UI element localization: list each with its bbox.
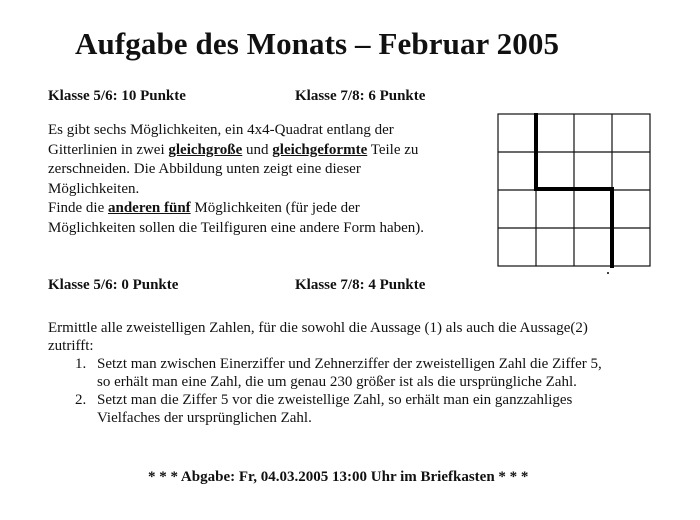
- task2-intro: Ermittle alle zweistelligen Zahlen, für die sowohl die Aussage (1) als auch die Aussage(2): [48, 320, 588, 336]
- task1-points-grade-7-8: Klasse 7/8: 6 Punkte: [295, 88, 426, 104]
- statement-2: 2. Setzt man die Ziffer 5 vor die zweistellige Zahl, so erhält man ein ganzzahliges Vielfaches der ursprünglichen Zahl.: [75, 392, 573, 426]
- emphasis-gleichgeformte: gleichgeformte: [272, 141, 368, 158]
- emphasis-anderen-fuenf: anderen fünf: [108, 200, 191, 216]
- task1-line: Möglichkeiten sollen die Teilfiguren eine andere Form haben).: [48, 219, 425, 236]
- task2-points-grade-5-6: Klasse 5/6: 0 Punkte: [48, 277, 179, 293]
- speck: [607, 272, 609, 274]
- task1-line: Möglichkeiten.: [48, 180, 140, 197]
- task2-intro: zutrifft:: [48, 338, 94, 354]
- statement-1: 1. Setzt man zwischen Einerziffer und Zehnerziffer der zweistelligen Zahl die Ziffer 5, so erhält man eine Zahl, die um genau 230 größer ist als die ursprüngliche Zahl.: [75, 356, 602, 390]
- statement-number: 1.: [75, 356, 87, 372]
- task1-line: zerschneiden. Die Abbildung unten zeigt eine dieser: [48, 161, 361, 177]
- task1-line: Es gibt sechs Möglichkeiten, ein 4x4-Quadrat entlang der: [48, 122, 394, 138]
- statement-number: 2.: [75, 392, 87, 408]
- task2-text: [48, 319, 688, 427]
- page-title: Aufgabe des Monats – Februar 2005: [75, 26, 560, 61]
- square-grid-figure: [497, 113, 653, 269]
- submission-deadline: * * * Abgabe: Fr, 04.03.2005 13:00 Uhr im Briefkasten * * *: [148, 469, 529, 485]
- task1-line: Finde die anderen fünf Möglichkeiten (für jede der: [48, 200, 360, 216]
- task1-line: Gitterlinien in zwei gleichgroße und gleichgeformte Teile zu: [48, 141, 419, 158]
- task1-text: [48, 121, 488, 238]
- emphasis-gleichgrosse: gleichgroße: [168, 141, 243, 158]
- task1-points-grade-5-6: Klasse 5/6: 10 Punkte: [48, 88, 186, 104]
- task2-points-grade-7-8: Klasse 7/8: 4 Punkte: [295, 277, 426, 293]
